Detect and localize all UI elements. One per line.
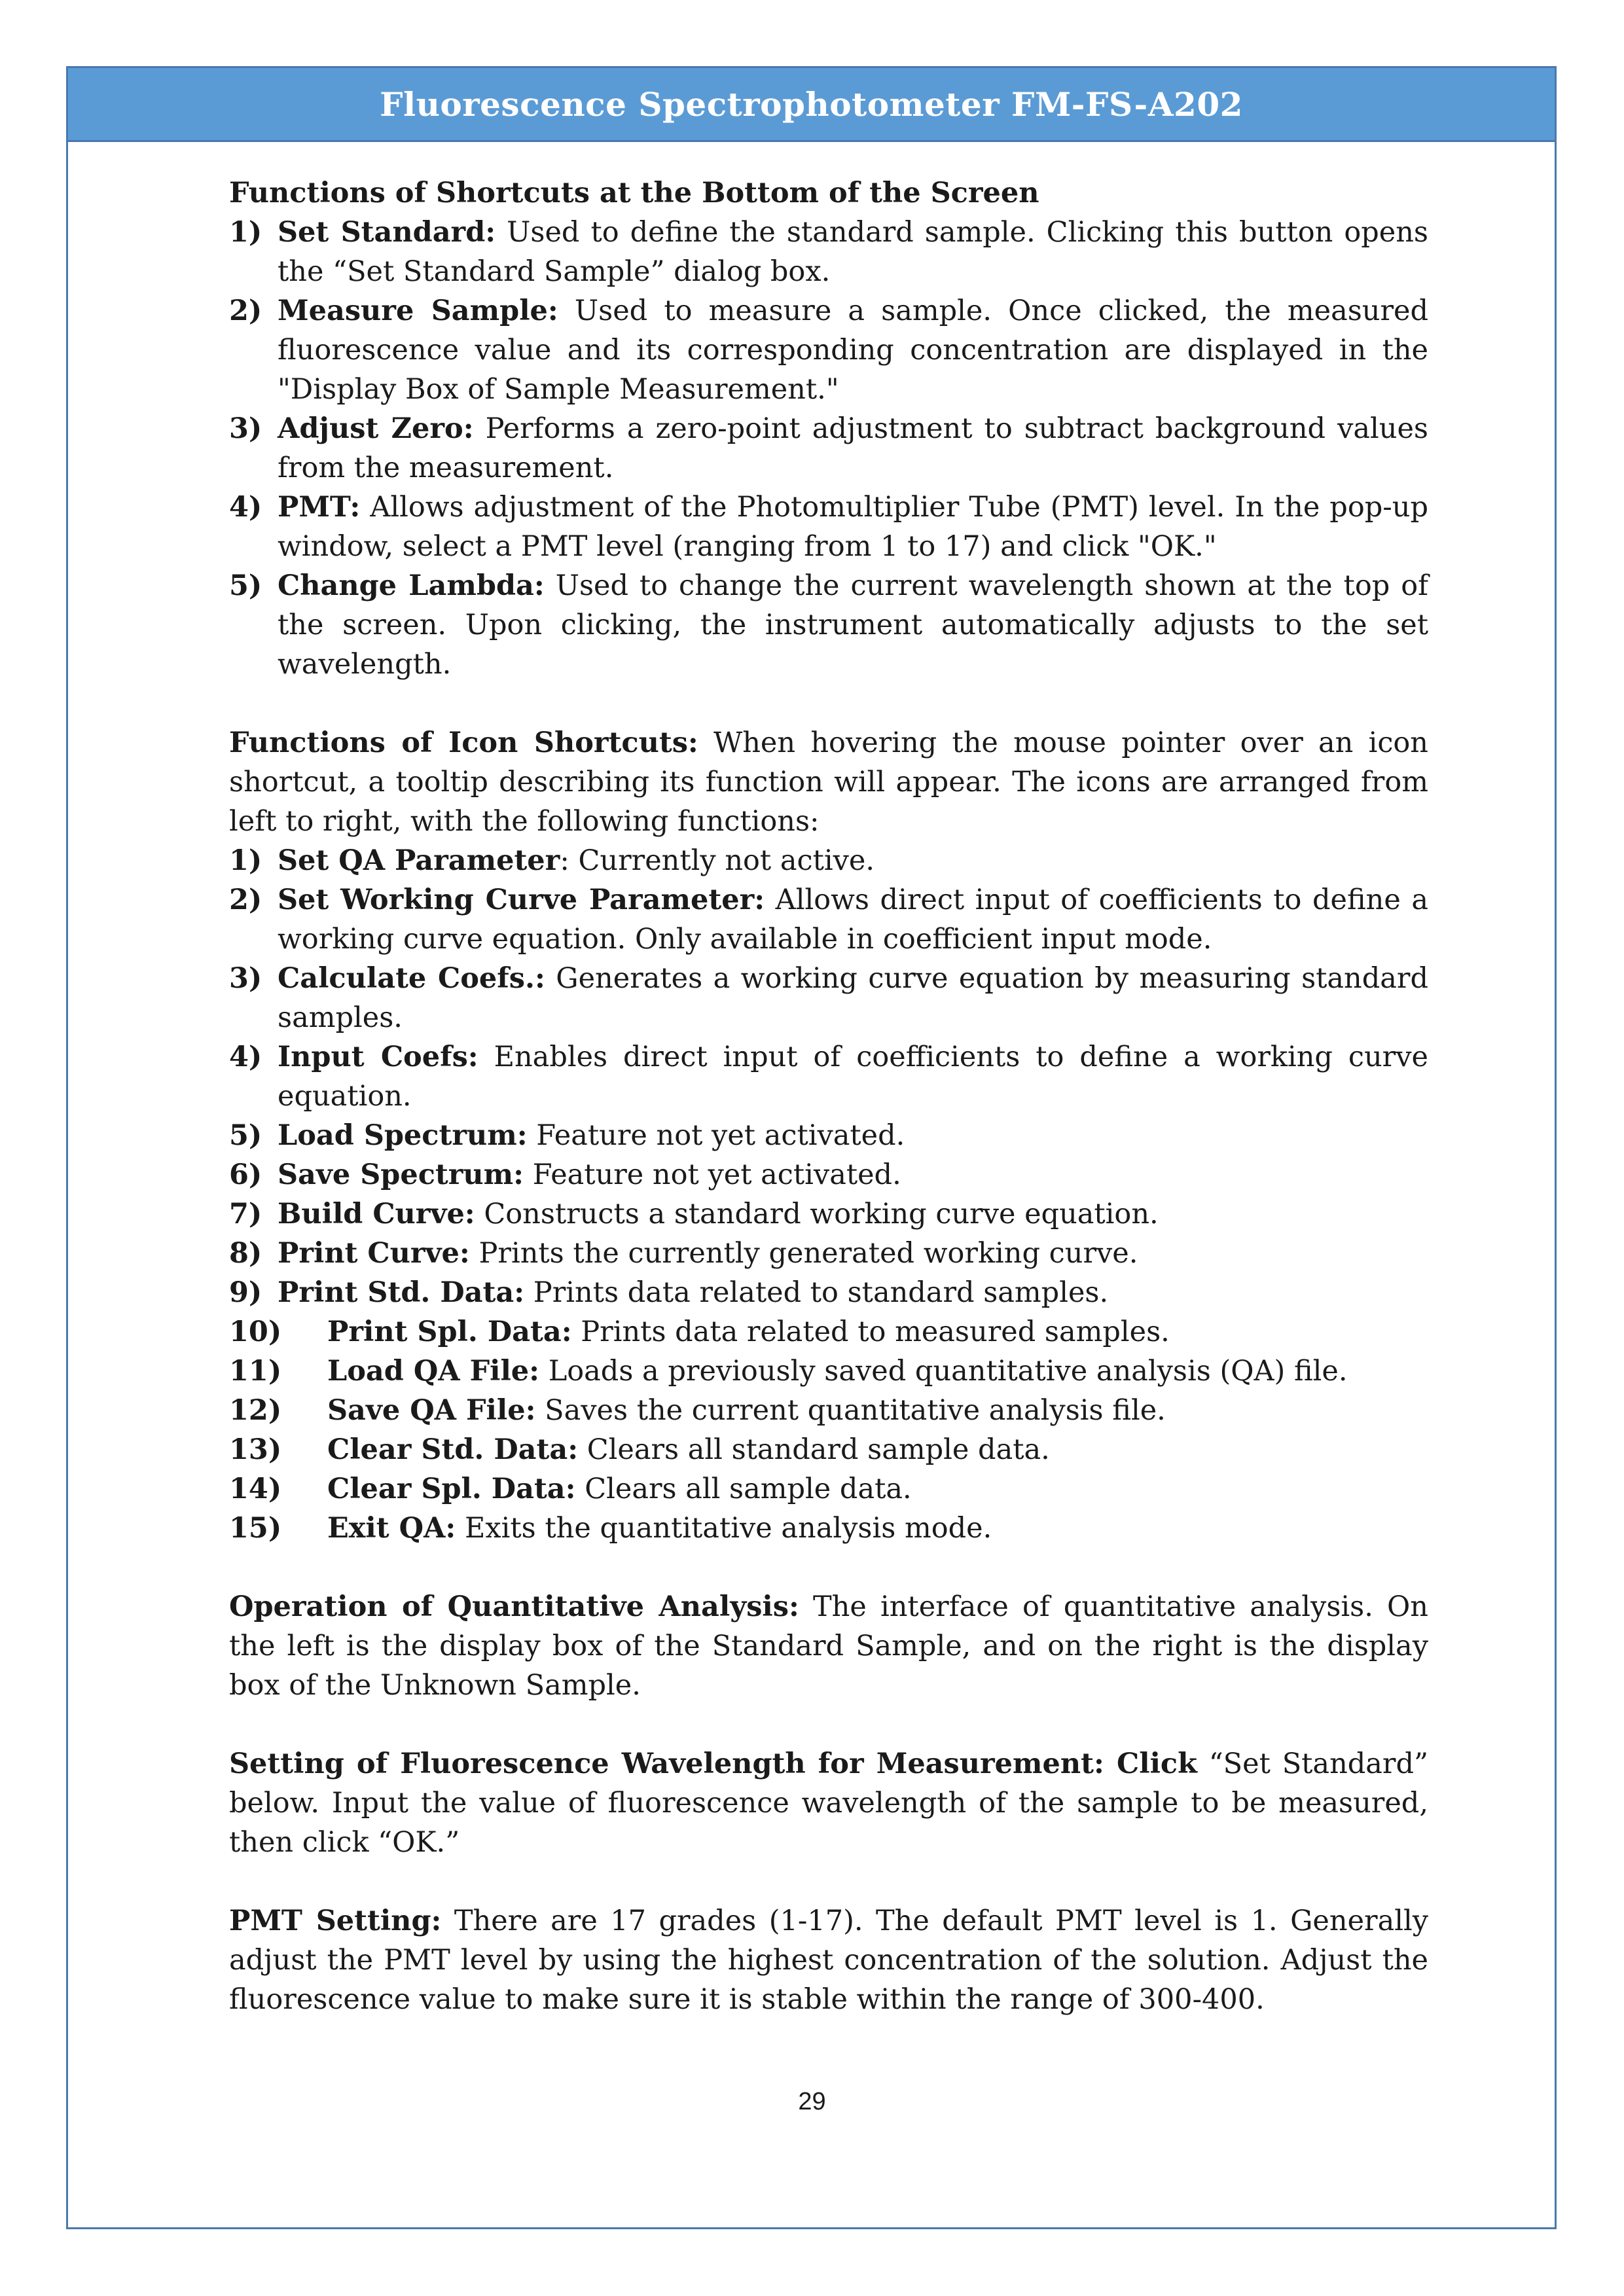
wavelength-heading: Setting of Fluorescence Wavelength for Measurement: Click bbox=[229, 1748, 1197, 1780]
list-item-term: Set Working Curve Parameter: bbox=[278, 884, 765, 916]
list-item bbox=[229, 1155, 1428, 1194]
header-bar bbox=[68, 68, 1555, 142]
list-item-number: 2) bbox=[229, 884, 262, 916]
list-item-number: 3) bbox=[229, 962, 262, 995]
list-item bbox=[229, 488, 1428, 566]
wavelength-paragraph bbox=[229, 1744, 1428, 1862]
list-item bbox=[229, 409, 1428, 488]
list-item bbox=[229, 1037, 1428, 1116]
list-item-text: Feature not yet activated. bbox=[527, 1119, 905, 1152]
list-item-body bbox=[278, 1234, 1428, 1273]
list-item-text: Generates a working curve equation by measuring standard samples. bbox=[278, 962, 1428, 1034]
list-item-body bbox=[278, 566, 1428, 684]
list-item-body bbox=[278, 1116, 1428, 1155]
list-item bbox=[229, 1430, 1428, 1469]
list-item-term: Build Curve: bbox=[278, 1198, 475, 1230]
list-item-number: 9) bbox=[229, 1276, 262, 1309]
list-item-term: Print Spl. Data: bbox=[327, 1316, 572, 1348]
list-item-body bbox=[278, 488, 1428, 566]
list-item-body bbox=[327, 1312, 1428, 1352]
list-item-text: Clears all standard sample data. bbox=[578, 1433, 1050, 1466]
quantitative-paragraph bbox=[229, 1587, 1428, 1705]
list-item-term: Save Spectrum: bbox=[278, 1158, 524, 1191]
page-number: 29 bbox=[798, 2088, 826, 2115]
list-item-number: 13) bbox=[229, 1433, 282, 1466]
list-item-number: 12) bbox=[229, 1394, 282, 1427]
list-item-body bbox=[278, 1194, 1428, 1234]
list-item-term: Calculate Coefs.: bbox=[278, 962, 545, 995]
list-item-term: Measure Sample: bbox=[278, 295, 558, 327]
list-item bbox=[229, 1391, 1428, 1430]
list-item-term: Load QA File: bbox=[327, 1355, 540, 1388]
list-item-term: Print Std. Data: bbox=[278, 1276, 525, 1309]
list-item-text: Prints data related to measured samples. bbox=[571, 1316, 1170, 1348]
list-item bbox=[229, 1469, 1428, 1509]
icon-shortcuts-heading: Functions of Icon Shortcuts: bbox=[229, 726, 698, 759]
wavelength-text: “Set Standard” below. Input the value of fluorescence wavelength of the sample to be measured, then click “OK.” bbox=[229, 1748, 1428, 1859]
list-item-number: 10) bbox=[229, 1316, 282, 1348]
list-item-term: Adjust Zero: bbox=[278, 412, 474, 445]
list-item-text: Used to change the current wavelength shown at the top of the screen. Upon clicking, the instrument automatically adjusts to the set wavelength. bbox=[278, 569, 1428, 681]
list-item-number: 15) bbox=[229, 1512, 282, 1545]
list-item-term: PMT: bbox=[278, 491, 361, 524]
list-item-body bbox=[327, 1509, 1428, 1548]
list-item-text: Allows adjustment of the Photomultiplier Tube (PMT) level. In the pop-up window, select a PMT level (ranging from 1 to 17) and click "OK." bbox=[278, 491, 1428, 563]
list-item-number: 4) bbox=[229, 491, 262, 524]
list-item-body bbox=[278, 213, 1428, 291]
list-item-text: Prints the currently generated working curve. bbox=[469, 1237, 1138, 1270]
list-item-body bbox=[327, 1391, 1428, 1430]
list-item-term: Set Standard: bbox=[278, 216, 496, 249]
icon-shortcuts-list bbox=[229, 841, 1428, 1312]
list-item-text: Feature not yet activated. bbox=[524, 1158, 901, 1191]
bottom-shortcuts-heading: Functions of Shortcuts at the Bottom of the Screen bbox=[229, 177, 1039, 209]
list-item-body bbox=[278, 291, 1428, 409]
list-item-number: 14) bbox=[229, 1473, 282, 1505]
icon-shortcuts-paragraph bbox=[229, 723, 1428, 841]
list-item-number: 5) bbox=[229, 1119, 262, 1152]
icon-shortcuts-list-wide bbox=[229, 1312, 1428, 1548]
list-item-term: Input Coefs: bbox=[278, 1041, 478, 1073]
list-item-body bbox=[278, 959, 1428, 1037]
list-item-term: Clear Spl. Data: bbox=[327, 1473, 576, 1505]
list-item bbox=[229, 1352, 1428, 1391]
list-item bbox=[229, 880, 1428, 959]
list-item-number: 7) bbox=[229, 1198, 262, 1230]
list-item-number: 1) bbox=[229, 216, 262, 249]
bottom-shortcuts-list bbox=[229, 213, 1428, 684]
icon-shortcuts-intro: When hovering the mouse pointer over an icon shortcut, a tooltip describing its function will appear. The icons are arranged from left to right, with the following functions: bbox=[229, 726, 1428, 838]
list-item bbox=[229, 1312, 1428, 1352]
list-item bbox=[229, 291, 1428, 409]
list-item bbox=[229, 1273, 1428, 1312]
list-item-text: Performs a zero-point adjustment to subtract background values from the measurement. bbox=[278, 412, 1428, 484]
list-item-number: 6) bbox=[229, 1158, 262, 1191]
list-item-term: Print Curve: bbox=[278, 1237, 470, 1270]
list-item-term: Change Lambda: bbox=[278, 569, 545, 602]
list-item-text: : Currently not active. bbox=[560, 844, 875, 877]
list-item-number: 1) bbox=[229, 844, 262, 877]
list-item-text: Exits the quantitative analysis mode. bbox=[456, 1512, 992, 1545]
list-item-text: Allows direct input of coefficients to define a working curve equation. Only available in coefficient input mode. bbox=[278, 884, 1428, 956]
list-item-number: 2) bbox=[229, 295, 262, 327]
quantitative-heading: Operation of Quantitative Analysis: bbox=[229, 1590, 799, 1623]
header-title: Fluorescence Spectrophotometer FM-FS-A202 bbox=[380, 84, 1243, 124]
list-item-term: Exit QA: bbox=[327, 1512, 456, 1545]
list-item-body bbox=[278, 1273, 1428, 1312]
list-item bbox=[229, 1194, 1428, 1234]
list-item bbox=[229, 959, 1428, 1037]
list-item-number: 8) bbox=[229, 1237, 262, 1270]
list-item-body bbox=[327, 1430, 1428, 1469]
list-item-text: Used to define the standard sample. Clicking this button opens the “Set Standard Sample” dialog box. bbox=[278, 216, 1428, 288]
list-item-number: 3) bbox=[229, 412, 262, 445]
pmt-setting-paragraph bbox=[229, 1901, 1428, 2019]
list-item-text: Loads a previously saved quantitative analysis (QA) file. bbox=[539, 1355, 1348, 1388]
quantitative-text: The interface of quantitative analysis. On the left is the display box of the Standard Sample, and on the right is the display box of the Unknown Sample. bbox=[229, 1590, 1428, 1702]
list-item-body bbox=[278, 1037, 1428, 1116]
list-item-body bbox=[278, 880, 1428, 959]
pmt-setting-heading: PMT Setting: bbox=[229, 1905, 442, 1937]
list-item-text: Clears all sample data. bbox=[575, 1473, 912, 1505]
list-item bbox=[229, 1116, 1428, 1155]
list-item-body bbox=[278, 1155, 1428, 1194]
list-item bbox=[229, 1509, 1428, 1548]
list-item-number: 11) bbox=[229, 1355, 282, 1388]
list-item-body bbox=[278, 409, 1428, 488]
list-item-term: Load Spectrum: bbox=[278, 1119, 528, 1152]
list-item-term: Clear Std. Data: bbox=[327, 1433, 579, 1466]
list-item-term: Save QA File: bbox=[327, 1394, 536, 1427]
list-item-number: 4) bbox=[229, 1041, 262, 1073]
list-item bbox=[229, 213, 1428, 291]
list-item-text: Enables direct input of coefficients to define a working curve equation. bbox=[278, 1041, 1428, 1113]
pmt-setting-text: There are 17 grades (1-17). The default PMT level is 1. Generally adjust the PMT level by using the highest concentration of the solution. Adjust the fluorescence value to make sure it is stable within the range of 300-400. bbox=[229, 1905, 1428, 2016]
list-item bbox=[229, 841, 1428, 880]
list-item bbox=[229, 566, 1428, 684]
list-item-text: Prints data related to standard samples. bbox=[524, 1276, 1109, 1309]
list-item-body bbox=[278, 841, 1428, 880]
list-item-body bbox=[327, 1352, 1428, 1391]
list-item-number: 5) bbox=[229, 569, 262, 602]
document-body bbox=[229, 173, 1428, 2019]
list-item-text: Saves the current quantitative analysis file. bbox=[535, 1394, 1166, 1427]
list-item-term: Set QA Parameter bbox=[278, 844, 560, 877]
list-item-body bbox=[327, 1469, 1428, 1509]
list-item-text: Used to measure a sample. Once clicked, the measured fluorescence value and its corresponding concentration are displayed in the "Display Box of Sample Measurement." bbox=[278, 295, 1428, 406]
list-item bbox=[229, 1234, 1428, 1273]
list-item-text: Constructs a standard working curve equation. bbox=[475, 1198, 1159, 1230]
